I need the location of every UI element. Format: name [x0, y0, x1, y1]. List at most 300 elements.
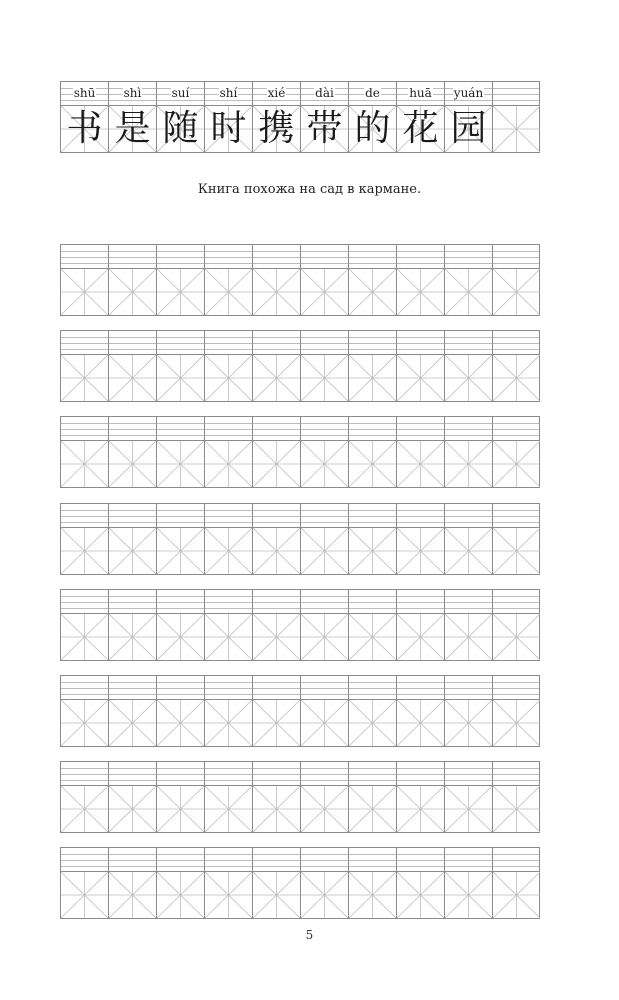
pinyin-guide-line [493, 854, 539, 855]
pinyin-guide-line [445, 602, 492, 603]
mi-grid-guide [397, 355, 444, 401]
pinyin-guide-line [493, 100, 539, 101]
character-box[interactable] [348, 268, 396, 316]
practice-cell[interactable] [396, 847, 444, 919]
practice-cell[interactable] [60, 675, 108, 747]
practice-cell[interactable] [444, 847, 492, 919]
pinyin-box[interactable] [252, 761, 300, 785]
character-box[interactable] [300, 613, 348, 661]
pinyin-guide-line [349, 596, 396, 597]
pinyin-guide-line [109, 866, 156, 867]
pinyin-box[interactable] [396, 503, 444, 527]
pinyin-box[interactable] [156, 675, 204, 699]
pinyin-box[interactable] [348, 761, 396, 785]
practice-cell[interactable] [252, 244, 300, 316]
practice-cell[interactable] [492, 761, 540, 833]
practice-cell[interactable] [444, 589, 492, 661]
mi-grid-guide [205, 355, 252, 401]
pinyin-box[interactable] [348, 330, 396, 354]
character-box[interactable] [444, 613, 492, 661]
pinyin-guide-line [61, 860, 108, 861]
pinyin-box[interactable] [492, 589, 540, 613]
character-box[interactable] [492, 268, 540, 316]
pinyin-box[interactable] [300, 416, 348, 440]
pinyin-box[interactable] [492, 244, 540, 268]
mi-grid-guide [493, 355, 540, 401]
pinyin-box[interactable] [444, 761, 492, 785]
practice-cell[interactable] [396, 503, 444, 575]
character-box[interactable] [396, 785, 444, 833]
character-box[interactable] [444, 268, 492, 316]
pinyin-box[interactable] [204, 847, 252, 871]
pinyin-box[interactable] [492, 416, 540, 440]
pinyin-box[interactable] [300, 847, 348, 871]
pinyin-box[interactable] [204, 589, 252, 613]
pinyin-guide-line [61, 251, 108, 252]
practice-cell[interactable] [252, 416, 300, 488]
character-box[interactable] [204, 527, 252, 575]
character-box[interactable] [204, 871, 252, 919]
pinyin-box[interactable] [108, 416, 156, 440]
pinyin-syllable: yuán [453, 86, 484, 100]
character-box[interactable] [396, 871, 444, 919]
pinyin-guide-line [61, 854, 108, 855]
practice-cell[interactable] [156, 589, 204, 661]
practice-cell[interactable] [252, 330, 300, 402]
mi-grid-guide [205, 786, 252, 832]
character-box[interactable] [252, 785, 300, 833]
pinyin-box[interactable] [396, 847, 444, 871]
pinyin-guide-line [205, 337, 252, 338]
pinyin-box[interactable] [108, 503, 156, 527]
pinyin-box[interactable] [204, 416, 252, 440]
character-box[interactable] [252, 613, 300, 661]
pinyin-box[interactable] [492, 761, 540, 785]
pinyin-box[interactable] [156, 330, 204, 354]
character-box[interactable] [396, 613, 444, 661]
practice-cell[interactable] [348, 244, 396, 316]
practice-cell[interactable] [252, 503, 300, 575]
pinyin-box[interactable] [252, 503, 300, 527]
practice-cell[interactable] [300, 761, 348, 833]
practice-cell[interactable] [108, 503, 156, 575]
pinyin-box[interactable] [492, 675, 540, 699]
pinyin-box[interactable] [396, 761, 444, 785]
character-box[interactable] [348, 527, 396, 575]
character-box[interactable] [396, 354, 444, 402]
character-box[interactable] [204, 785, 252, 833]
practice-cell[interactable] [300, 847, 348, 919]
practice-cell[interactable] [492, 416, 540, 488]
practice-cell[interactable] [444, 330, 492, 402]
practice-row [60, 589, 540, 661]
practice-cell[interactable] [60, 847, 108, 919]
practice-cell[interactable] [396, 761, 444, 833]
character-box[interactable] [444, 785, 492, 833]
character-box[interactable] [300, 871, 348, 919]
pinyin-box[interactable] [300, 761, 348, 785]
pinyin-guide-line [349, 435, 396, 436]
practice-cell[interactable] [108, 761, 156, 833]
character-box[interactable] [156, 871, 204, 919]
pinyin-box[interactable] [348, 244, 396, 268]
practice-cell[interactable] [444, 416, 492, 488]
character-box[interactable] [444, 354, 492, 402]
pinyin-guide-line [109, 429, 156, 430]
mi-grid-guide [493, 872, 540, 918]
pinyin-box[interactable] [156, 847, 204, 871]
pinyin-box[interactable] [60, 761, 108, 785]
pinyin-box[interactable] [492, 847, 540, 871]
character-box[interactable] [108, 785, 156, 833]
pinyin-box[interactable] [204, 675, 252, 699]
character-box[interactable] [252, 527, 300, 575]
pinyin-box[interactable] [156, 503, 204, 527]
pinyin-box[interactable] [348, 589, 396, 613]
practice-cell[interactable] [348, 503, 396, 575]
character-box[interactable] [108, 440, 156, 488]
character-box[interactable] [348, 613, 396, 661]
pinyin-guide-line [349, 343, 396, 344]
practice-cell[interactable] [492, 503, 540, 575]
mi-grid-guide [205, 528, 252, 574]
character-box[interactable] [108, 699, 156, 747]
pinyin-box[interactable] [60, 675, 108, 699]
pinyin-guide-line [349, 780, 396, 781]
practice-cell[interactable] [444, 244, 492, 316]
character-box[interactable] [444, 527, 492, 575]
mi-grid-guide [253, 528, 300, 574]
pinyin-guide-line [301, 596, 348, 597]
character-box[interactable] [492, 699, 540, 747]
character-box[interactable] [108, 871, 156, 919]
practice-cell[interactable] [348, 761, 396, 833]
practice-cell[interactable] [396, 416, 444, 488]
practice-cell[interactable] [492, 675, 540, 747]
pinyin-box[interactable] [108, 847, 156, 871]
practice-cell[interactable] [60, 416, 108, 488]
pinyin-box[interactable] [60, 416, 108, 440]
pinyin-guide-line [253, 251, 300, 252]
practice-row [60, 675, 540, 747]
pinyin-box[interactable] [252, 589, 300, 613]
practice-cell[interactable] [444, 675, 492, 747]
character-box[interactable] [300, 699, 348, 747]
practice-cell[interactable] [204, 589, 252, 661]
character-box[interactable] [348, 871, 396, 919]
practice-cell[interactable] [492, 244, 540, 316]
pinyin-guide-line [109, 343, 156, 344]
practice-cell[interactable] [60, 503, 108, 575]
mi-grid-guide [349, 614, 396, 660]
pinyin-box[interactable] [396, 589, 444, 613]
practice-cell[interactable] [252, 847, 300, 919]
practice-cell[interactable] [396, 330, 444, 402]
pinyin-box[interactable] [60, 503, 108, 527]
pinyin-box[interactable] [300, 244, 348, 268]
practice-cell[interactable] [108, 244, 156, 316]
character-box[interactable] [108, 354, 156, 402]
character-box[interactable] [492, 440, 540, 488]
pinyin-box[interactable] [156, 416, 204, 440]
mi-grid-guide [493, 106, 540, 152]
pinyin-box[interactable] [444, 503, 492, 527]
character-box[interactable] [492, 613, 540, 661]
practice-cell[interactable] [252, 675, 300, 747]
pinyin-box[interactable] [348, 503, 396, 527]
character-box[interactable] [252, 354, 300, 402]
pinyin-box[interactable] [300, 589, 348, 613]
pinyin-box[interactable] [492, 503, 540, 527]
pinyin-guide-line [61, 510, 108, 511]
character-box[interactable] [396, 527, 444, 575]
pinyin-box[interactable] [252, 416, 300, 440]
practice-cell[interactable] [60, 589, 108, 661]
practice-cell[interactable] [444, 761, 492, 833]
pinyin-box[interactable] [204, 244, 252, 268]
practice-cell[interactable] [348, 416, 396, 488]
pinyin-box[interactable] [108, 330, 156, 354]
pinyin-box[interactable] [60, 847, 108, 871]
practice-cell[interactable] [108, 589, 156, 661]
pinyin-box[interactable] [444, 847, 492, 871]
practice-cell[interactable] [108, 330, 156, 402]
practice-cell[interactable] [396, 675, 444, 747]
practice-cell[interactable] [204, 761, 252, 833]
character-box[interactable] [108, 268, 156, 316]
practice-cell[interactable] [156, 244, 204, 316]
pinyin-guide-line [253, 780, 300, 781]
character-box[interactable] [204, 354, 252, 402]
pinyin-box[interactable] [108, 244, 156, 268]
character-box[interactable] [300, 440, 348, 488]
practice-cell[interactable] [156, 675, 204, 747]
practice-cell[interactable] [300, 675, 348, 747]
character-box[interactable] [348, 440, 396, 488]
pinyin-box[interactable] [60, 589, 108, 613]
pinyin-box[interactable] [204, 330, 252, 354]
character-box[interactable] [60, 440, 108, 488]
character-box[interactable] [60, 354, 108, 402]
character-box [444, 105, 492, 153]
pinyin-guide-line [445, 596, 492, 597]
practice-cell[interactable] [300, 416, 348, 488]
pinyin-guide-line [61, 688, 108, 689]
sentence-cell [348, 81, 396, 153]
practice-cell[interactable] [204, 244, 252, 316]
practice-cell[interactable] [348, 675, 396, 747]
pinyin-box[interactable] [300, 503, 348, 527]
practice-cell[interactable] [492, 589, 540, 661]
pinyin-box[interactable] [444, 675, 492, 699]
practice-cell[interactable] [60, 330, 108, 402]
pinyin-box[interactable] [444, 589, 492, 613]
character-box[interactable] [252, 871, 300, 919]
character-box[interactable] [108, 613, 156, 661]
character-box[interactable] [60, 527, 108, 575]
character-box[interactable] [156, 613, 204, 661]
practice-cell[interactable] [204, 675, 252, 747]
character-box[interactable] [300, 268, 348, 316]
practice-cell[interactable] [300, 589, 348, 661]
character-box[interactable] [492, 871, 540, 919]
pinyin-box[interactable] [204, 761, 252, 785]
practice-cell[interactable] [444, 503, 492, 575]
pinyin-box[interactable] [60, 330, 108, 354]
character-box[interactable] [204, 440, 252, 488]
character-box[interactable] [396, 699, 444, 747]
character-box[interactable] [300, 354, 348, 402]
pinyin-box[interactable] [252, 330, 300, 354]
pinyin-guide-line [397, 516, 444, 517]
pinyin-box[interactable] [108, 675, 156, 699]
pinyin-guide-line [61, 349, 108, 350]
pinyin-guide-line [61, 423, 108, 424]
pinyin-box[interactable] [108, 761, 156, 785]
pinyin-guide-line [301, 251, 348, 252]
character-box[interactable] [444, 871, 492, 919]
character-box[interactable] [300, 527, 348, 575]
practice-cell[interactable] [156, 847, 204, 919]
character-box[interactable] [348, 785, 396, 833]
pinyin-box[interactable] [300, 675, 348, 699]
pinyin-box[interactable] [156, 761, 204, 785]
practice-cell[interactable] [348, 589, 396, 661]
practice-cell[interactable] [156, 503, 204, 575]
character-box[interactable] [348, 354, 396, 402]
pinyin-guide-line [493, 608, 539, 609]
character-box[interactable] [492, 527, 540, 575]
character-box[interactable] [252, 268, 300, 316]
character-box[interactable] [444, 440, 492, 488]
practice-cell[interactable] [348, 330, 396, 402]
practice-cell[interactable] [396, 589, 444, 661]
pinyin-guide-line [253, 768, 300, 769]
pinyin-guide-line [445, 343, 492, 344]
practice-cell[interactable] [60, 761, 108, 833]
character-box[interactable] [444, 699, 492, 747]
pinyin-guide-line [205, 602, 252, 603]
practice-cell[interactable] [60, 244, 108, 316]
pinyin-guide-line [253, 682, 300, 683]
pinyin-box[interactable] [348, 416, 396, 440]
hanzi-character: 书 [66, 108, 103, 149]
character-box[interactable] [60, 699, 108, 747]
practice-cell[interactable] [252, 761, 300, 833]
practice-cell[interactable] [204, 503, 252, 575]
practice-cell[interactable] [252, 589, 300, 661]
practice-cell[interactable] [108, 416, 156, 488]
pinyin-guide-line [61, 694, 108, 695]
pinyin-guide-line [109, 516, 156, 517]
character-box[interactable] [252, 699, 300, 747]
pinyin-box[interactable] [300, 330, 348, 354]
practice-cell[interactable] [204, 416, 252, 488]
practice-cell[interactable] [492, 330, 540, 402]
pinyin-box[interactable] [444, 330, 492, 354]
mi-grid-guide [61, 355, 108, 401]
pinyin-box[interactable] [252, 244, 300, 268]
pinyin-guide-line [253, 423, 300, 424]
pinyin-box[interactable] [348, 675, 396, 699]
pinyin-guide-line [493, 251, 539, 252]
character-box[interactable] [156, 527, 204, 575]
character-box[interactable] [60, 268, 108, 316]
practice-cell[interactable] [300, 244, 348, 316]
pinyin-box[interactable] [156, 589, 204, 613]
pinyin-box[interactable] [204, 503, 252, 527]
practice-cell[interactable] [108, 675, 156, 747]
sentence-cell [396, 81, 444, 153]
pinyin-guide-line [397, 860, 444, 861]
character-box[interactable] [60, 613, 108, 661]
mi-grid-guide [253, 441, 300, 487]
pinyin-syllable: shū [73, 86, 96, 100]
practice-cell[interactable] [156, 330, 204, 402]
pinyin-box[interactable] [396, 675, 444, 699]
character-box[interactable] [156, 268, 204, 316]
pinyin-box[interactable] [156, 244, 204, 268]
character-box[interactable] [348, 699, 396, 747]
page-number: 5 [305, 928, 314, 942]
mi-grid-guide [349, 786, 396, 832]
practice-cell[interactable] [204, 847, 252, 919]
pinyin-box[interactable] [444, 416, 492, 440]
character-box[interactable] [204, 699, 252, 747]
character-box[interactable] [60, 871, 108, 919]
pinyin-box[interactable] [60, 244, 108, 268]
character-box[interactable] [156, 699, 204, 747]
character-box[interactable] [204, 613, 252, 661]
pinyin-box[interactable] [396, 416, 444, 440]
character-box[interactable] [396, 440, 444, 488]
practice-cell[interactable] [348, 847, 396, 919]
character-box[interactable] [252, 440, 300, 488]
practice-cell[interactable] [156, 761, 204, 833]
pinyin-box[interactable] [108, 589, 156, 613]
character-box[interactable] [108, 527, 156, 575]
character-box[interactable] [156, 440, 204, 488]
character-box[interactable] [156, 354, 204, 402]
pinyin-guide-line [301, 337, 348, 338]
pinyin-box[interactable] [396, 244, 444, 268]
pinyin-box[interactable] [396, 330, 444, 354]
pinyin-box[interactable] [444, 244, 492, 268]
character-box[interactable] [492, 785, 540, 833]
pinyin-box[interactable] [252, 847, 300, 871]
practice-cell[interactable] [156, 416, 204, 488]
practice-cell[interactable] [300, 503, 348, 575]
character-box[interactable] [156, 785, 204, 833]
pinyin-box[interactable] [252, 675, 300, 699]
pinyin-box[interactable] [348, 847, 396, 871]
practice-cell[interactable] [396, 244, 444, 316]
practice-cell[interactable] [492, 847, 540, 919]
practice-cell[interactable] [204, 330, 252, 402]
character-box[interactable] [60, 785, 108, 833]
pinyin-box[interactable] [492, 330, 540, 354]
character-box[interactable] [396, 268, 444, 316]
character-box[interactable] [300, 785, 348, 833]
practice-cell[interactable] [108, 847, 156, 919]
character-box[interactable] [492, 354, 540, 402]
pinyin-guide-line [109, 349, 156, 350]
mi-grid-guide [445, 872, 492, 918]
character-box[interactable] [204, 268, 252, 316]
practice-cell[interactable] [300, 330, 348, 402]
pinyin-guide-line [157, 602, 204, 603]
pinyin-guide-line [253, 854, 300, 855]
